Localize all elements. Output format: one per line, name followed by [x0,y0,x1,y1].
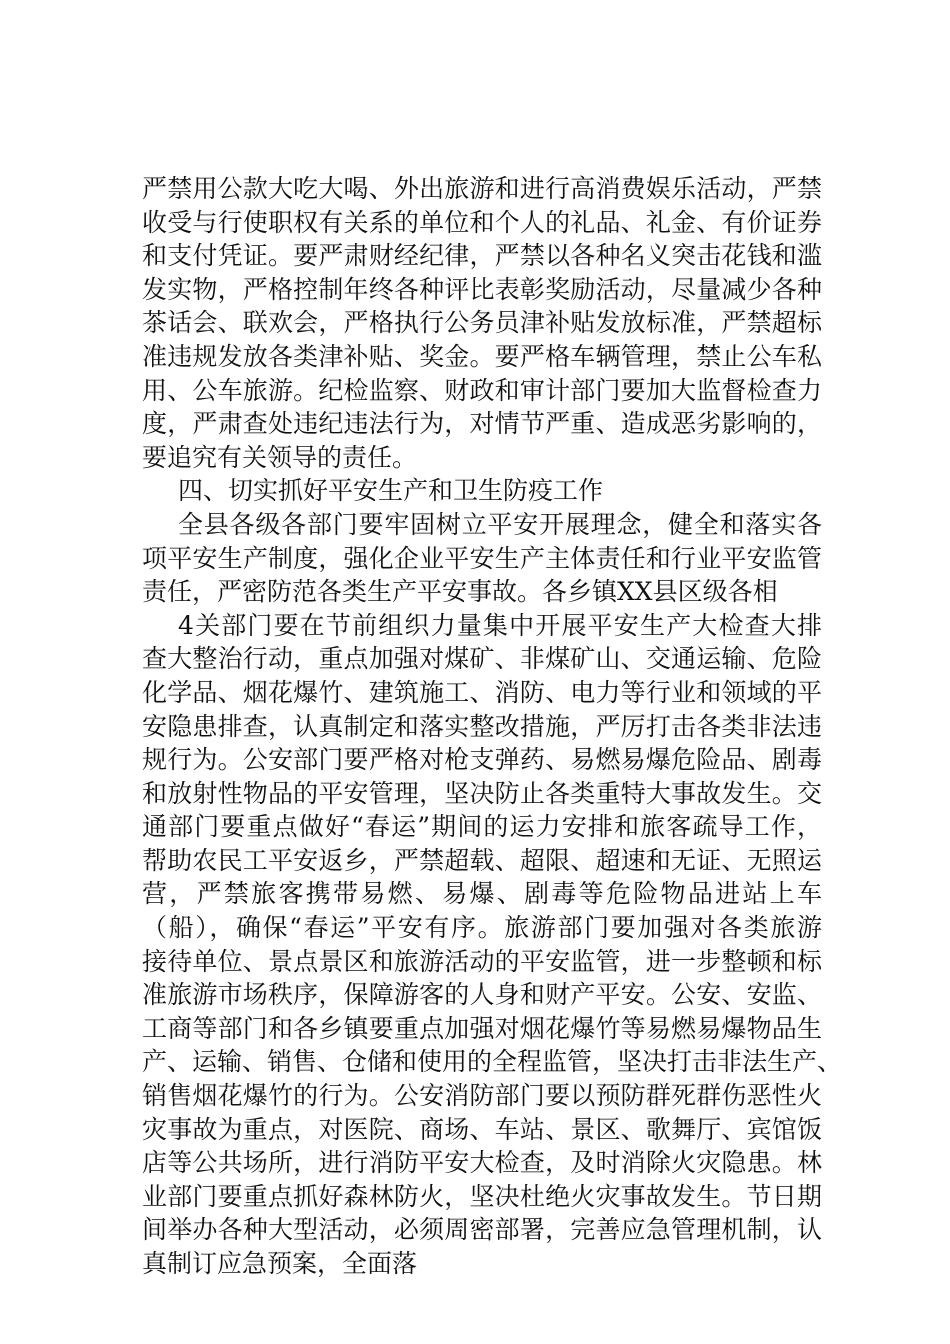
text-line: 通部门要重点做好“春运”期间的运力安排和旅客疏导工作， [142,812,822,842]
text-line: 四、切实抓好平安生产和卫生防疫工作 [178,476,604,506]
text-line: 收受与行使职权有关系的单位和个人的礼品、礼金、有价证券 [142,207,822,237]
text-line: 准违规发放各类津补贴、奖金。要严格车辆管理，禁止公车私 [142,341,822,371]
text-line: 帮助农民工平安返乡，严禁超载、超限、超速和无证、无照运 [142,845,822,875]
paragraph-p1 [142,172,822,474]
text-line: 间举办各种大型活动，必须周密部署，完善应急管理机制，认 [142,1215,822,1245]
text-line: 灾事故为重点，对医院、商场、车站、景区、歌舞厅、宾馆饭 [142,1114,822,1144]
text-line: 销售烟花爆竹的行为。公安消防部门要以预防群死群伤恶性火 [142,1081,822,1111]
text-line: 严禁用公款大吃大喝、外出旅游和进行高消费娱乐活动，严禁 [142,174,822,203]
text-line: 规行为。公安部门要严格对枪支弹药、易燃易爆危险品、剧毒 [142,745,822,775]
text-line: 查大整治行动，重点加强对煤矿、非煤矿山、交通运输、危险 [142,644,822,674]
text-line: 责任，严密防范各类生产平安事故。各乡镇XX县区级各相 [142,577,778,607]
text-line: 店等公共场所，进行消防平安大检查，及时消除火灾隐患。林 [142,1148,822,1178]
text-line: 真制订应急预案，全面落 [142,1249,418,1278]
text-line: 准旅游市场秩序，保障游客的人身和财产平安。公安、安监、 [142,980,822,1010]
text-line: 工商等部门和各乡镇要重点加强对烟花爆竹等易燃易爆物品生 [142,1013,822,1043]
paragraph-p3 [142,508,822,609]
text-line: 项平安生产制度，强化企业平安生产主体责任和行业平安监管 [142,543,822,573]
text-line: 营，严禁旅客携带易燃、易爆、剧毒等危险物品进站上车 [142,879,822,909]
text-line: 业部门要重点抓好森林防火，坚决杜绝火灾事故发生。节日期 [142,1181,822,1211]
text-line: （船），确保“春运”平安有序。旅游部门要加强对各类旅游 [142,913,822,943]
text-line: 4关部门要在节前组织力量集中开展平安生产大检查大排 [178,610,822,640]
paragraph-p2 [142,474,822,508]
document-body [142,172,843,1281]
paragraph-p4 [142,609,843,1281]
text-line: 和放射性物品的平安管理，坚决防止各类重特大事故发生。交 [142,778,822,808]
text-line: 产、运输、销售、仓储和使用的全程监管，坚决打击非法生产、 [142,1047,843,1077]
text-line: 安隐患排查，认真制定和落实整改措施，严厉打击各类非法违 [142,711,822,741]
text-line: 度，严肃查处违纪违法行为，对情节严重、造成恶劣影响的， [142,409,822,439]
text-line: 和支付凭证。要严肃财经纪律，严禁以各种名义突击花钱和滥 [142,241,822,271]
text-line: 用、公车旅游。纪检监察、财政和审计部门要加大监督检查力 [142,375,822,405]
text-line: 化学品、烟花爆竹、建筑施工、消防、电力等行业和领域的平 [142,677,822,707]
text-line: 要追究有关领导的责任。 [142,442,418,472]
text-line: 茶话会、联欢会，严格执行公务员津补贴发放标准，严禁超标 [142,308,822,338]
text-line: 接待单位、景点景区和旅游活动的平安监管，进一步整顿和标 [142,946,822,976]
text-line: 发实物，严格控制年终各种评比表彰奖励活动，尽量减少各种 [142,274,822,304]
text-line: 全县各级各部门要牢固树立平安开展理念，健全和落实各 [178,509,822,539]
